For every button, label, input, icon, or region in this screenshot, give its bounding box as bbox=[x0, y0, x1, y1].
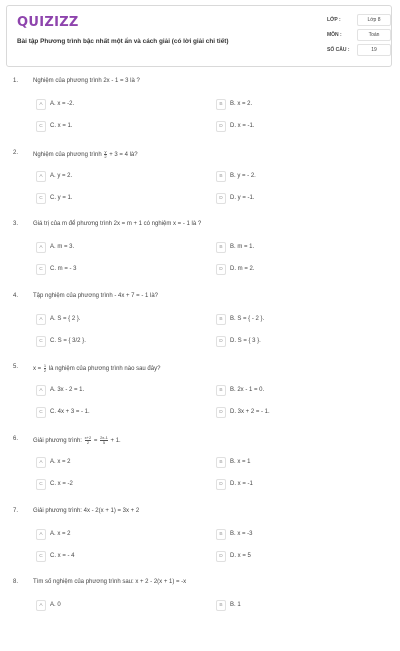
option-b[interactable] bbox=[216, 600, 376, 612]
question-text: Giải phương trình: 4x - 2(x + 1) = 3x + 2 bbox=[33, 507, 140, 514]
option-letter: B bbox=[216, 600, 226, 611]
option-text: B. S = { - 2 }. bbox=[230, 315, 265, 322]
question-text-before: Giải phương trình: bbox=[33, 438, 82, 445]
fraction-numerator: x+2 bbox=[84, 434, 92, 440]
option-a[interactable] bbox=[36, 314, 196, 326]
option-text: B. x = 2. bbox=[230, 101, 253, 107]
option-a[interactable] bbox=[36, 242, 196, 254]
option-c[interactable] bbox=[36, 264, 196, 276]
meta-row-count bbox=[327, 44, 391, 59]
option-letter: A bbox=[36, 385, 46, 396]
option-text: B. x = 1 bbox=[230, 458, 251, 465]
fraction bbox=[85, 436, 92, 445]
question-number: 5. bbox=[13, 364, 19, 371]
question-item bbox=[0, 364, 400, 436]
question-text-after: là nghiệm của phương trình nào sau đây? bbox=[48, 366, 161, 373]
option-letter: B bbox=[216, 99, 226, 110]
option-text: C. x = - 4 bbox=[50, 552, 75, 559]
meta-row-grade bbox=[327, 14, 391, 29]
option-text: B. 1 bbox=[230, 602, 241, 609]
option-text: A. y = 2. bbox=[50, 172, 73, 179]
meta-row-subject bbox=[327, 29, 391, 44]
option-d[interactable] bbox=[216, 193, 376, 205]
question-text-before: x = bbox=[33, 366, 42, 373]
option-text: C. S = { 3/2 }. bbox=[50, 337, 86, 344]
option-letter: A bbox=[36, 457, 46, 468]
option-letter: B bbox=[216, 171, 226, 182]
fraction-denominator: 2 bbox=[85, 440, 92, 445]
option-b[interactable] bbox=[216, 99, 376, 111]
option-a[interactable] bbox=[36, 385, 196, 397]
meta-label: MÔN : bbox=[327, 32, 342, 38]
question-item bbox=[0, 78, 400, 150]
question-item bbox=[0, 150, 400, 222]
meta-value: 19 bbox=[357, 44, 391, 56]
option-d[interactable] bbox=[216, 336, 376, 348]
option-c[interactable] bbox=[36, 336, 196, 348]
option-text: C. m = - 3 bbox=[50, 266, 77, 273]
option-text: D. y = -1. bbox=[230, 194, 255, 201]
option-b[interactable] bbox=[216, 529, 376, 541]
question-item bbox=[0, 579, 400, 651]
fraction-numerator: y bbox=[104, 148, 107, 154]
option-a[interactable] bbox=[36, 171, 196, 183]
worksheet-meta bbox=[327, 14, 391, 59]
question-number: 1. bbox=[13, 78, 19, 84]
option-letter: A bbox=[36, 242, 46, 253]
option-letter: D bbox=[216, 336, 226, 347]
option-text: D. m = 2. bbox=[230, 266, 255, 273]
question-text-after: + 3 = 4 là? bbox=[109, 151, 138, 158]
option-d[interactable] bbox=[216, 479, 376, 491]
option-d[interactable] bbox=[216, 264, 376, 276]
option-b[interactable] bbox=[216, 385, 376, 397]
question-number: 7. bbox=[13, 507, 19, 514]
option-text: C. x = 1. bbox=[50, 123, 73, 129]
option-text: D. x = -1 bbox=[230, 480, 253, 487]
question-item bbox=[0, 221, 400, 293]
question-text: Nghiệm của phương trình 2x - 1 = 3 là ? bbox=[33, 78, 140, 84]
question-number: 2. bbox=[13, 149, 19, 156]
option-letter: D bbox=[216, 551, 226, 562]
option-letter: D bbox=[216, 264, 226, 275]
option-text: D. 3x + 2 = - 1. bbox=[230, 409, 270, 416]
question-text-before: Nghiệm của phương trình bbox=[33, 151, 102, 158]
option-text: D. x = 5 bbox=[230, 552, 251, 559]
question-item bbox=[0, 293, 400, 365]
meta-label: SỐ CÂU : bbox=[327, 47, 350, 53]
question-item bbox=[0, 436, 400, 508]
fraction-numerator: 1 bbox=[43, 363, 47, 369]
option-letter: B bbox=[216, 457, 226, 468]
option-d[interactable] bbox=[216, 121, 376, 133]
option-letter: A bbox=[36, 600, 46, 611]
option-letter: A bbox=[36, 529, 46, 540]
option-b[interactable] bbox=[216, 171, 376, 183]
option-text: D. S = { 3 }. bbox=[230, 337, 261, 344]
option-letter: D bbox=[216, 479, 226, 490]
option-a[interactable] bbox=[36, 457, 196, 469]
option-letter: B bbox=[216, 385, 226, 396]
option-letter: A bbox=[36, 314, 46, 325]
option-text: C. x = -2 bbox=[50, 480, 73, 487]
fraction bbox=[104, 150, 106, 159]
option-text: B. y = - 2. bbox=[230, 172, 256, 179]
question-text bbox=[33, 150, 138, 159]
option-text: B. 2x - 1 = 0. bbox=[230, 387, 265, 394]
option-letter: B bbox=[216, 314, 226, 325]
question-text-after: + 1. bbox=[110, 438, 121, 445]
quizizz-logo: QUIZIZZ bbox=[17, 15, 79, 30]
option-d[interactable] bbox=[216, 551, 376, 563]
option-b[interactable] bbox=[216, 314, 376, 326]
question-text: Tập nghiệm của phương trình - 4x + 7 = - 1 là? bbox=[33, 292, 159, 299]
fraction-denominator: 2 bbox=[43, 368, 47, 374]
option-a[interactable] bbox=[36, 600, 196, 612]
option-letter: A bbox=[36, 171, 46, 182]
option-text: A. x = -2. bbox=[50, 101, 75, 107]
question-item bbox=[0, 508, 400, 580]
fraction-numerator: 2x-1 bbox=[100, 434, 108, 440]
option-c[interactable] bbox=[36, 407, 196, 419]
option-text: D. x = -1. bbox=[230, 123, 255, 129]
question-text: Tìm số nghiệm của phương trình sau: x + 2 - 2(x + 1) = -x bbox=[33, 579, 187, 586]
option-letter: B bbox=[216, 242, 226, 253]
option-letter: A bbox=[36, 99, 46, 110]
option-text: B. x = -3 bbox=[230, 530, 253, 537]
option-b[interactable] bbox=[216, 457, 376, 469]
option-a[interactable] bbox=[36, 529, 196, 541]
option-text: B. m = 1. bbox=[230, 244, 255, 251]
fraction-denominator: 2 bbox=[104, 153, 107, 159]
option-letter: D bbox=[216, 121, 226, 132]
option-text: C. y = 1. bbox=[50, 194, 73, 201]
option-c[interactable] bbox=[36, 551, 196, 563]
option-letter: D bbox=[216, 193, 226, 204]
worksheet-header bbox=[6, 5, 392, 67]
option-text: A. S = { 2 }. bbox=[50, 315, 81, 322]
option-text: A. x = 2 bbox=[50, 530, 71, 537]
option-letter: C bbox=[36, 193, 46, 204]
question-list bbox=[0, 78, 400, 651]
fraction-denominator: 5 bbox=[100, 440, 108, 445]
option-text: A. x = 2 bbox=[50, 458, 71, 465]
option-a[interactable] bbox=[36, 99, 196, 111]
option-letter: C bbox=[36, 264, 46, 275]
question-number: 6. bbox=[13, 435, 19, 442]
question-text-mid: = bbox=[93, 438, 98, 445]
worksheet-title: Bài tập Phương trình bậc nhất một ẩn và cách giải (có lời giải chi tiết) bbox=[17, 38, 229, 45]
option-letter: C bbox=[36, 121, 46, 132]
fraction bbox=[44, 364, 46, 373]
question-text bbox=[33, 364, 160, 373]
question-text: Giá trị của m để phương trình 2x = m + 1 có nghiệm x = - 1 là ? bbox=[33, 221, 202, 228]
option-letter: B bbox=[216, 529, 226, 540]
option-text: A. m = 3. bbox=[50, 244, 75, 251]
option-c[interactable] bbox=[36, 193, 196, 205]
option-letter: D bbox=[216, 407, 226, 418]
meta-value: Lớp 8 bbox=[357, 14, 391, 26]
option-c[interactable] bbox=[36, 121, 196, 133]
meta-value: Toán bbox=[357, 29, 391, 41]
option-letter: C bbox=[36, 551, 46, 562]
option-b[interactable] bbox=[216, 242, 376, 254]
question-number: 4. bbox=[13, 292, 19, 299]
option-text: A. 3x - 2 = 1. bbox=[50, 387, 85, 394]
option-d[interactable] bbox=[216, 407, 376, 419]
option-letter: C bbox=[36, 407, 46, 418]
option-letter: C bbox=[36, 336, 46, 347]
question-number: 3. bbox=[13, 221, 19, 228]
option-text: C. 4x + 3 = - 1. bbox=[50, 409, 90, 416]
meta-label: LỚP : bbox=[327, 17, 341, 23]
option-text: A. 0 bbox=[50, 602, 61, 609]
question-text bbox=[33, 436, 121, 445]
option-c[interactable] bbox=[36, 479, 196, 491]
option-letter: C bbox=[36, 479, 46, 490]
question-number: 8. bbox=[13, 579, 19, 586]
fraction bbox=[100, 436, 108, 445]
